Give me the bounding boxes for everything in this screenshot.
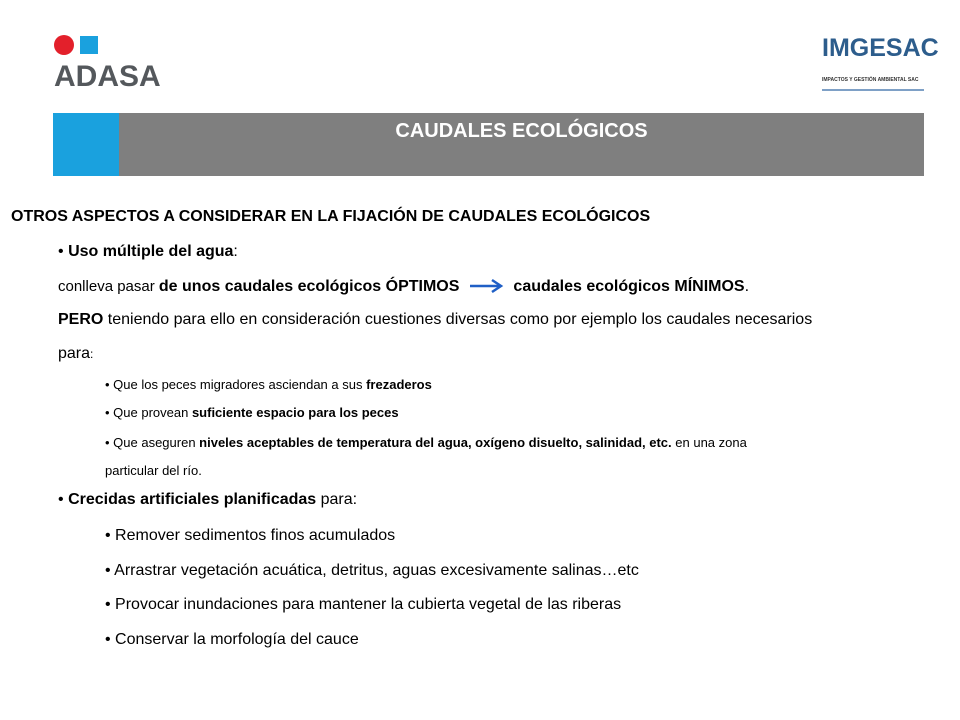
pero-colon: : [90, 347, 94, 361]
conlleva-line [58, 277, 749, 297]
sub-bullet-text: • Que provean [105, 405, 192, 420]
pero-continuation [58, 344, 93, 364]
sub-bullet-post: en una zona [671, 435, 747, 450]
caudales-minimos-text: caudales ecológicos MÍNIMOS [513, 278, 745, 295]
bullet-crecidas [58, 490, 357, 510]
pero-bold: PERO [58, 311, 104, 328]
conlleva-period: . [744, 278, 750, 295]
crecidas-item: • Remover sedimentos finos acumulados [105, 527, 396, 544]
sub-bullet-niveles [105, 433, 747, 453]
sub-bullet-continuation: particular del río. [105, 463, 202, 478]
crecidas-rest: para: [316, 491, 358, 508]
caudales-optimos-text: de unos caudales ecológicos ÓPTIMOS [158, 278, 460, 295]
crecidas-item: • Conservar la morfología del cauce [105, 631, 359, 648]
section-heading: OTROS ASPECTOS A CONSIDERAR EN LA FIJACIÓN DE CAUDALES ECOLÓGICOS [11, 208, 651, 225]
pero-para: para [58, 345, 91, 362]
bullet-uso-multiple [58, 242, 238, 262]
sub-bullet-bold: niveles aceptables de temperatura del agua, oxígeno disuelto, salinidad, etc. [199, 435, 672, 450]
conlleva-prefix: conlleva pasar [58, 278, 159, 295]
crecidas-item: • Provocar inundaciones para mantener la cubierta vegetal de las riberas [105, 596, 622, 613]
sub-bullet-espacio [105, 403, 399, 423]
adasa-logo-text: ADASA [54, 60, 161, 93]
uso-multiple-label: Uso múltiple del agua [68, 243, 234, 260]
imgesac-logo-text: IMGESAC [822, 34, 939, 62]
uso-multiple-colon: : [233, 243, 238, 260]
crecidas-label: Crecidas artificiales planificadas [68, 491, 317, 508]
pero-line [58, 310, 812, 330]
bullet-glyph: • [58, 243, 64, 260]
sub-bullet-bold: suficiente espacio para los peces [191, 405, 399, 420]
sub-bullet-text: • Que los peces migradores asciendan a sus [105, 377, 367, 392]
arrow-right-icon [469, 278, 505, 294]
sub-bullet-text: • Que aseguren [105, 435, 200, 450]
pero-rest: teniendo para ello en consideración cuestiones diversas como por ejemplo los caudales necesarios [103, 311, 813, 328]
imgesac-logo-subtext: IMPACTOS Y GESTIÓN AMBIENTAL SAC [822, 77, 919, 83]
slide-title: CAUDALES ECOLÓGICOS [395, 120, 648, 142]
crecidas-item: • Arrastrar vegetación acuática, detritus, aguas excesivamente salinas…etc [105, 562, 639, 579]
sub-bullet-frezaderos [105, 375, 432, 395]
bullet-glyph: • [58, 491, 64, 508]
sub-bullet-bold: frezaderos [366, 377, 432, 392]
